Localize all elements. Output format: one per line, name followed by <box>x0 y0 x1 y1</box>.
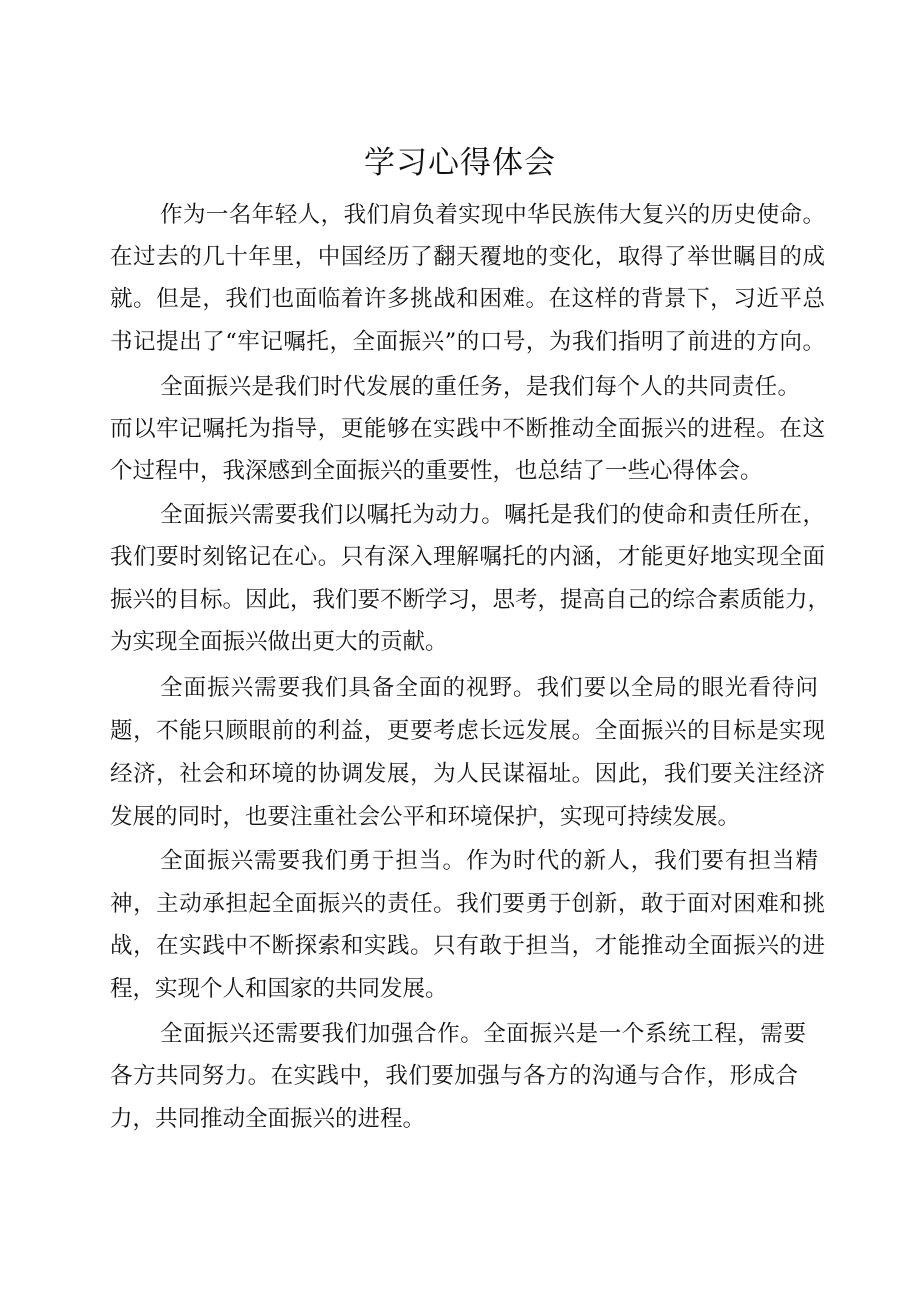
text-line: 全面振兴需要我们具备全面的视野。我们要以全局的眼光看待问 <box>160 675 818 701</box>
text-line: 题，不能只顾眼前的利益，更要考虑长远发展。全面振兴的目标是实现 <box>110 718 825 744</box>
text-line: 我们要时刻铭记在心。只有深入理解嘱托的内涵，才能更好地实现全面 <box>110 544 825 570</box>
text-line: 而以牢记嘱托为指导，更能够在实践中不断推动全面振兴的进程。在这 <box>110 416 825 442</box>
text-line: 作为一名年轻人，我们肩负着实现中华民族伟大复兴的历史使命。 <box>160 202 825 228</box>
text-line: 力，共同推动全面振兴的进程。 <box>110 1106 426 1132</box>
text-line: 全面振兴是我们时代发展的重任务，是我们每个人的共同责任。 <box>160 374 800 400</box>
document-title: 学习心得体会 <box>364 145 556 181</box>
text-line: 发展的同时，也要注重社会公平和环境保护，实现可持续发展。 <box>110 804 741 830</box>
text-line: 战，在实践中不断探索和实践。只有敢于担当，才能推动全面振兴的进 <box>110 933 825 959</box>
text-line: 全面振兴还需要我们加强合作。全面振兴是一个系统工程，需要 <box>160 1021 806 1047</box>
text-line: 全面振兴需要我们以嘱托为动力。嘱托是我们的使命和责任所在， <box>160 502 825 528</box>
text-line: 各方共同努力。在实践中，我们要加强与各方的沟通与合作，形成合 <box>110 1063 798 1089</box>
text-line: 书记提出了“牢记嘱托，全面振兴”的口号，为我们指明了前进的方向。 <box>110 329 825 355</box>
text-line: 神，主动承担起全面振兴的责任。我们要勇于创新，敢于面对困难和挑 <box>110 891 825 917</box>
text-line: 为实现全面振兴做出更大的贡献。 <box>110 629 448 655</box>
text-line: 振兴的目标。因此，我们要不断学习，思考，提高自己的综合素质能力， <box>110 587 831 613</box>
text-line: 就。但是，我们也面临着许多挑战和困难。在这样的背景下，习近平总 <box>110 286 825 312</box>
text-line: 经济，社会和环境的协调发展，为人民谋福址。因此，我们要关注经济 <box>110 761 825 787</box>
text-line: 全面振兴需要我们勇于担当。作为时代的新人，我们要有担当精 <box>160 848 818 874</box>
text-line: 在过去的几十年里，中国经历了翻天覆地的变化，取得了举世瞩目的成 <box>110 244 825 270</box>
text-line: 个过程中，我深感到全面振兴的重要性，也总结了一些心得体会。 <box>110 458 763 484</box>
text-line: 程，实现个人和国家的共同发展。 <box>110 976 448 1002</box>
